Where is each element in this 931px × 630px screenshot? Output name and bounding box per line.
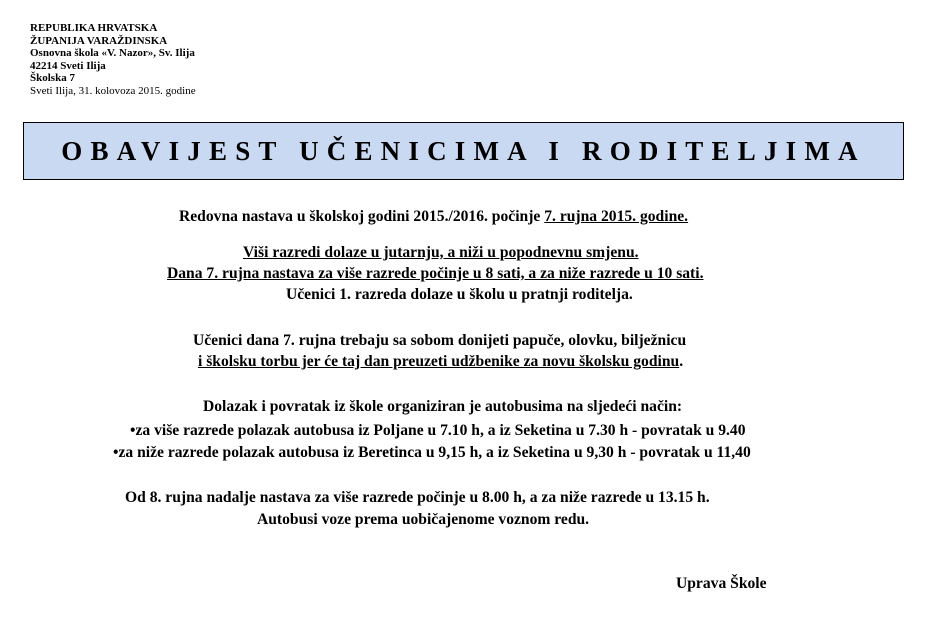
first-day-times-line: Dana 7. rujna nastava za više razrede počinje u 8 sati, a za niže razrede u 10 sati. [167, 265, 704, 282]
header-country: REPUBLIKA HRVATSKA [30, 22, 158, 34]
header-county: ŽUPANIJA VARAŽDINSKA [30, 34, 168, 47]
bullet-icon: • [130, 422, 136, 439]
notice-title-box [23, 122, 904, 180]
notice-title: OBAVIJEST UČENICIMA I RODITELJIMA [61, 135, 866, 166]
signature: Uprava Škole [676, 575, 767, 592]
supplies-text: i školsku torbu jer će taj dan preuzeti udžbenike za novu školsku godinu [198, 353, 680, 370]
schedule-from-8th-line: Od 8. rujna nadalje nastava za više razrede počinje u 8.00 h, a za niže razrede u 13.15 h. [125, 489, 710, 506]
shift-line: Viši razredi dolaze u jutarnju, a niži u popodnevnu smjenu. [243, 244, 639, 261]
start-text: Redovna nastava u školskoj godini 2015./2016. počinje [179, 208, 545, 225]
header-street: Školska 7 [30, 72, 75, 85]
school-header [30, 22, 196, 98]
bus-upper-grades-line [130, 421, 746, 442]
bus-upper-text: za više razrede polazak autobusa iz Poljane u 7.10 h, a iz Seketina u 7.30 h - povratak u 9.40 [135, 422, 746, 439]
first-grade-line: Učenici 1. razreda dolaze u školu u pratnji roditelja. [286, 286, 633, 303]
supplies-period: . [679, 353, 684, 370]
bus-lower-grades-line [113, 443, 751, 464]
bus-intro-line: Dolazak i povratak iz škole organiziran je autobusima na sljedeći način: [203, 398, 683, 415]
bullet-icon: • [113, 444, 119, 461]
bus-timetable-line: Autobusi voze prema uobičajenome voznom redu. [257, 511, 590, 528]
supplies-line-1: Učenici dana 7. rujna trebaju sa sobom donijeti papuče, olovku, bilježnicu [193, 332, 687, 349]
supplies-line-2 [198, 352, 683, 373]
header-school-name: Osnovna škola «V. Nazor», Sv. Ilija [30, 47, 195, 60]
start-date: 7. rujna 2015. godine. [544, 208, 689, 225]
header-date: Sveti Ilija, 31. kolovoza 2015. godine [30, 84, 196, 97]
bus-lower-text: za niže razrede polazak autobusa iz Beretinca u 9,15 h, a iz Seketina u 9,30 h - povratak u 11,40 [118, 444, 751, 461]
start-date-line [179, 207, 688, 228]
header-postal: 42214 Sveti Ilija [30, 59, 106, 72]
